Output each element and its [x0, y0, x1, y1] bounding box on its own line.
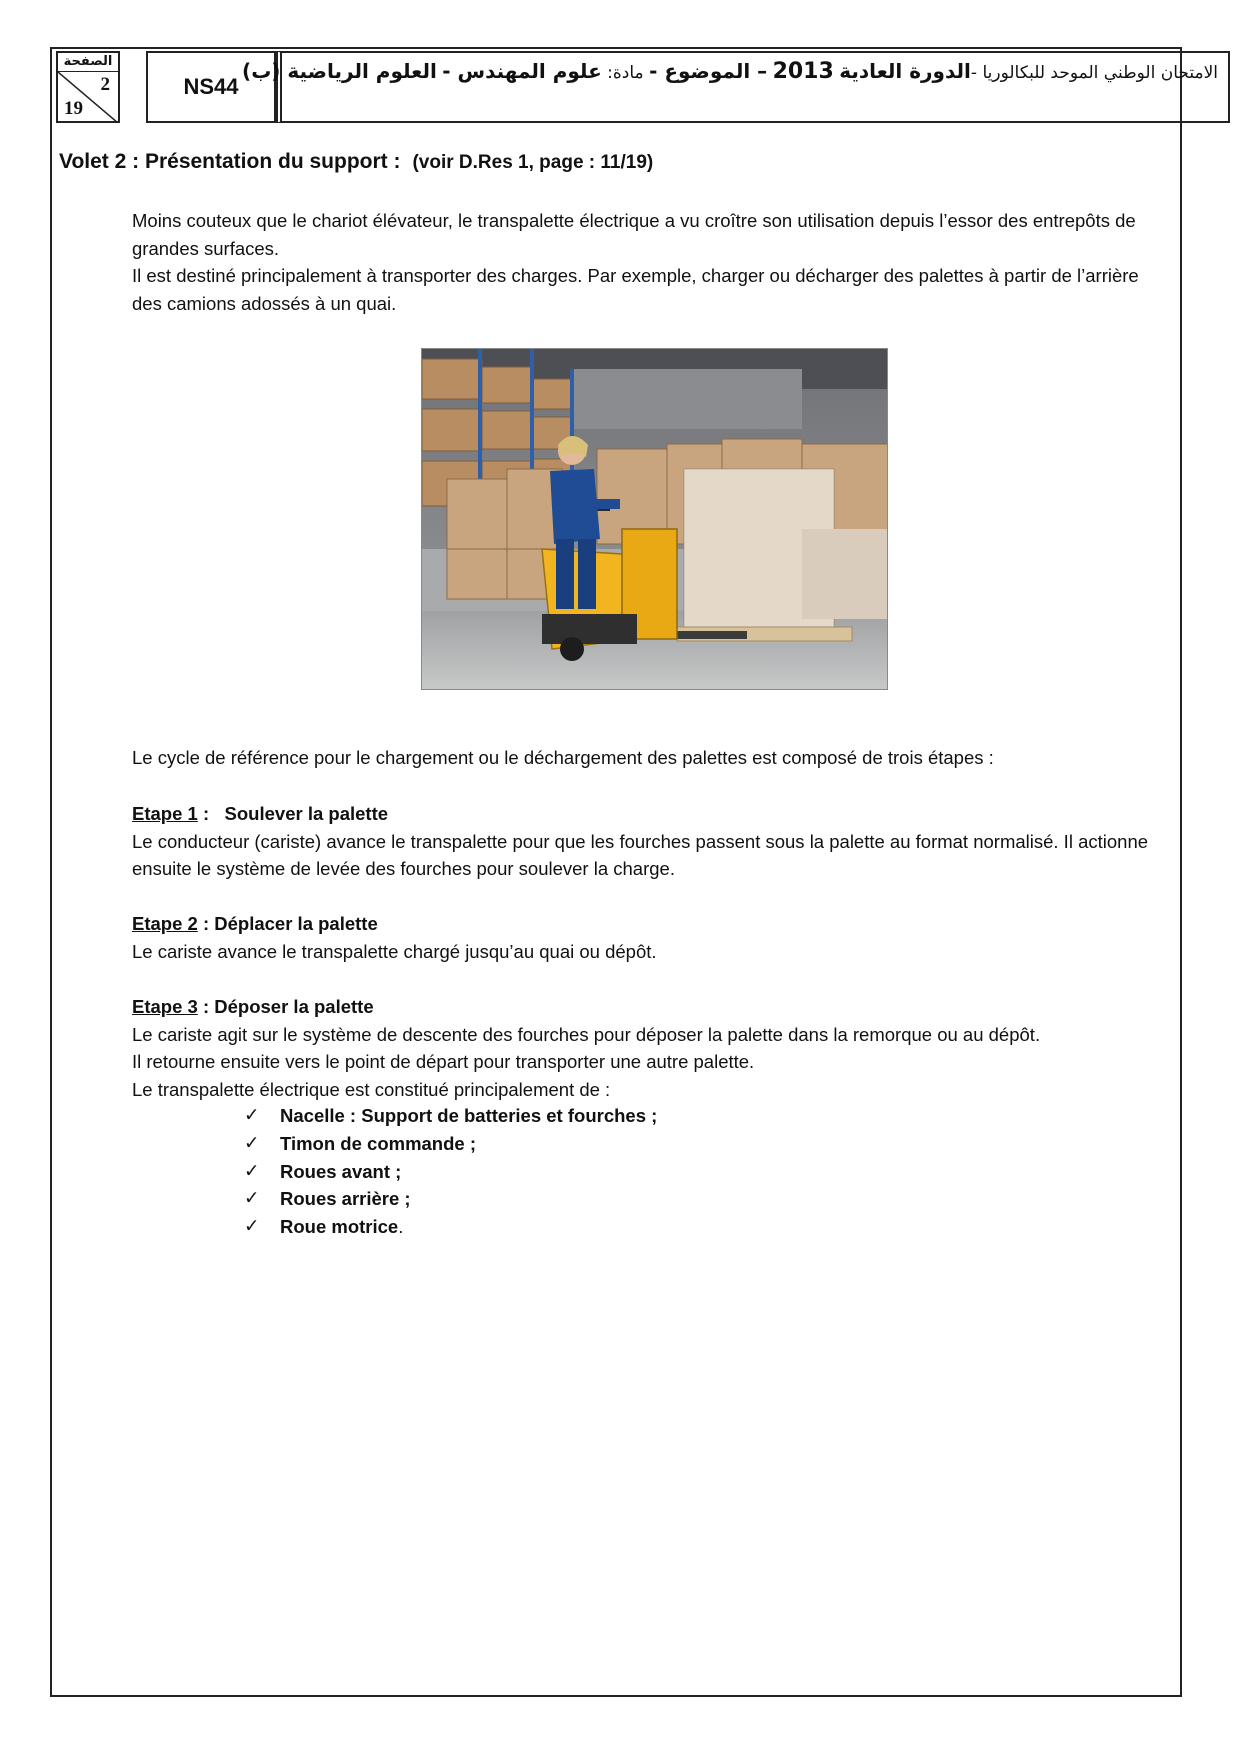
cycle-intro: Le cycle de référence pour le chargement ou le déchargement des palettes est composé de trois étapes :: [132, 747, 994, 768]
step-3-text: Le cariste agit sur le système de descente des fourches pour déposer la palette dans la remorque ou au dépôt.: [132, 1023, 1041, 1045]
intro-paragraph: [132, 207, 1172, 317]
section-title-text: Volet 2 : Présentation du support :: [59, 150, 401, 173]
check-icon: ✓: [244, 1132, 260, 1154]
step-2-sep: :: [197, 913, 215, 934]
step-2-name: Déplacer la palette: [214, 913, 378, 934]
page-label: الصفحة: [58, 53, 118, 72]
list-item: ✓ Timon de commande ;: [244, 1130, 657, 1158]
page-total: 19: [64, 98, 83, 119]
step-1: [132, 800, 1172, 883]
step-1-title: [132, 800, 1172, 828]
check-icon: ✓: [244, 1216, 260, 1238]
step-2: [132, 910, 1172, 965]
list-item: ✓ Roue motrice.: [244, 1213, 657, 1241]
components-intro: Le transpalette électrique est constitué principalement de :: [132, 1078, 611, 1100]
check-icon: ✓: [244, 1160, 260, 1182]
title-subject: علوم المهندس -: [442, 59, 602, 83]
step-3-label: Etape 3: [132, 996, 198, 1017]
step-1-label: Etape 1: [132, 803, 198, 824]
list-item: ✓ Nacelle : Support de batteries et fourches ;: [244, 1102, 657, 1130]
step-2-text: Le cariste avance le transpalette chargé jusqu’au quai ou dépôt.: [132, 940, 657, 962]
exam-title: [242, 51, 1230, 123]
section-title: [59, 150, 653, 174]
pallet-truck-photo: [421, 348, 888, 690]
step-3-sep: :: [197, 996, 215, 1017]
page-current: 2: [100, 74, 110, 95]
title-part2: – الموضوع -: [649, 59, 768, 83]
intro-p2: Il est destiné principalement à transporter des charges. Par exemple, charger ou décharger des palettes à partir de l’arrière des camions adossés à un quai.: [132, 265, 1139, 314]
title-year: 2013: [772, 59, 834, 84]
step-3: [132, 993, 1172, 1103]
warehouse-illustration: [422, 349, 888, 690]
list-item: ✓ Roues arrière ;: [244, 1185, 657, 1213]
step-2-title: [132, 910, 1172, 938]
title-session: الدورة العادية: [839, 59, 971, 83]
check-icon: ✓: [244, 1105, 260, 1126]
title-subject-label: مادة:: [607, 63, 644, 83]
components-list: [244, 1102, 657, 1241]
intro-p1: Moins couteux que le chariot élévateur, le transpalette électrique a vu croître son utilisation depuis l’essor des entrepôts de grandes surfaces.: [132, 210, 1136, 259]
title-part1: الامتحان الوطني الموحد للبكالوريا -: [970, 63, 1218, 83]
step-3-text2: Il retourne ensuite vers le point de départ pour transporter une autre palette.: [132, 1051, 755, 1072]
step-2-label: Etape 2: [132, 913, 198, 934]
step-1-text: Le conducteur (cariste) avance le transpalette pour que les fourches passent sous la palette au format normalisé. Il actionne ensuite le système de levée des fourches pour soulever la charge.: [132, 830, 1149, 879]
page-number-box: [56, 51, 120, 123]
section-reference: (voir D.Res 1, page : 11/19): [412, 152, 654, 173]
title-branch: العلوم الرياضية (ب): [242, 59, 437, 83]
step-1-name: Soulever la palette: [224, 803, 389, 824]
step-1-sep: :: [197, 803, 225, 824]
list-item: ✓ Roues avant ;: [244, 1158, 657, 1186]
check-icon: ✓: [244, 1188, 260, 1210]
step-3-title: [132, 993, 1172, 1021]
exam-header: [52, 49, 1218, 127]
step-3-name: Déposer la palette: [214, 996, 374, 1017]
exam-code: NS44: [146, 51, 276, 123]
